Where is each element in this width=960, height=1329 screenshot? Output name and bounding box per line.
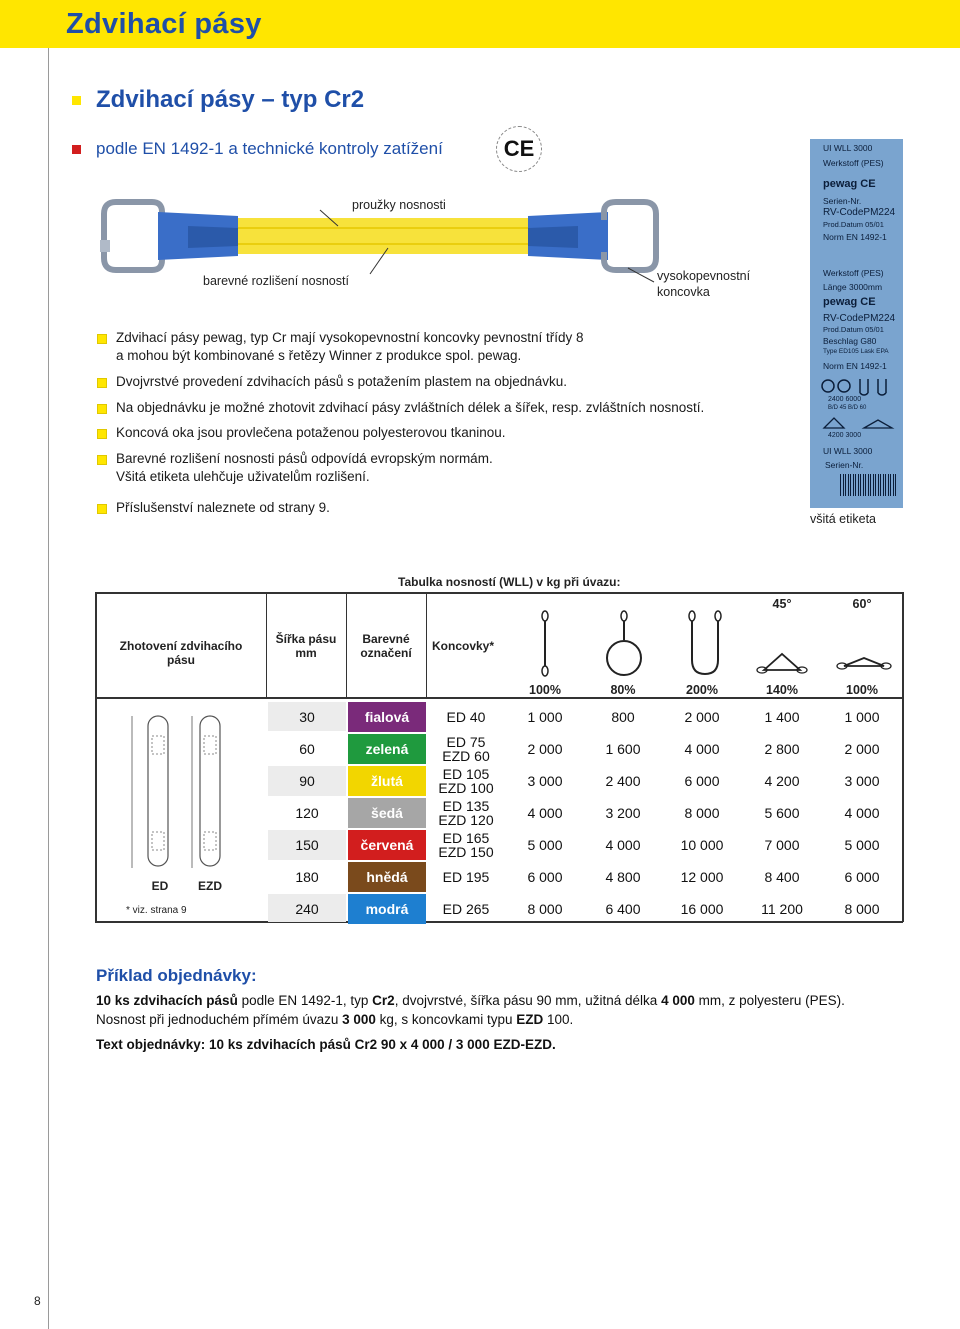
table-border	[95, 592, 97, 922]
page-title: Zdvihací pásy	[66, 8, 262, 40]
cell-wll-value: 6 000	[844, 869, 880, 885]
red-square-icon	[72, 145, 81, 154]
bullet-square-icon	[97, 429, 107, 439]
cell-wll-value: 8 000	[844, 901, 880, 917]
bullet-square-icon	[97, 455, 107, 465]
example-text: podle EN 1492-1, typ	[237, 993, 373, 1008]
bullet-text: Na objednávku je možné zhotovit zdvihací pásy zvláštních délek a šířek, resp. zvláštních nosností.	[116, 400, 705, 415]
cell-wll-value: 12 000	[680, 869, 724, 885]
cell-wll-value: 2 000	[527, 741, 563, 757]
pct-45: 140%	[766, 683, 798, 697]
example-line-1	[96, 993, 845, 1008]
example-bold: 10 ks zdvihacích pásů	[96, 993, 238, 1008]
bullet-square-icon	[97, 404, 107, 414]
col-header-color-2: označení	[360, 646, 412, 660]
tag-line: RV-CodePM224	[823, 313, 896, 324]
cell-wll-value: 8 400	[764, 869, 800, 885]
cell-fittings	[426, 798, 506, 828]
cell-wll-value: 1 000	[527, 709, 563, 725]
tag-line: Type ED105 Lask EPA	[823, 348, 889, 355]
tag-line: UI WLL 3000	[823, 446, 873, 456]
cell-wll-value: 4 000	[844, 805, 880, 821]
bullet-text: Koncová oka jsou provlečena potaženou polyesterovou tkaninou.	[116, 425, 506, 440]
fitting-ezd: EZD 150	[438, 844, 494, 860]
yellow-square-icon	[72, 96, 81, 105]
cell-fittings	[426, 702, 506, 732]
tag-line: Werkstoff (PES)	[823, 158, 884, 168]
fitting-ezd: EZD 60	[442, 748, 490, 764]
cell-wll-value: 3 200	[605, 805, 641, 821]
fitting-ed: ED 40	[446, 709, 486, 725]
pct-60: 100%	[846, 683, 878, 697]
col-header-make: Zhotovení zdvihacího pásu	[119, 639, 243, 667]
tag-line: Länge 3000mm	[823, 282, 883, 292]
tag-line: Serien-Nr.	[825, 460, 864, 470]
caption-stripes: proužky nosnosti	[352, 198, 446, 212]
caption-tag: všitá etiketa	[810, 512, 877, 526]
pct-choke: 80%	[610, 683, 636, 697]
bullet-text: Zdvihací pásy pewag, typ Cr mají vysokopevnostní koncovky pevnostní třídy 8	[116, 330, 584, 345]
bullet-text: a mohou být kombinované s řetězy Winner z produkce spol. pewag.	[116, 348, 522, 363]
example-bold: EZD	[516, 1012, 544, 1027]
cell-wll-value: 6 000	[684, 773, 720, 789]
bullet-square-icon	[97, 504, 107, 514]
cell-fittings	[426, 766, 506, 796]
cell-wll-value: 2 000	[684, 709, 720, 725]
example-bold: 3 000	[342, 1012, 376, 1027]
cell-wll-value: 6 400	[605, 901, 641, 917]
example-text: 100.	[543, 1012, 574, 1027]
example-bold: 4 000	[661, 993, 695, 1008]
table-border	[426, 592, 427, 698]
col-header-width-unit: mm	[295, 646, 317, 660]
bullet-square-icon	[97, 378, 107, 388]
footnote: * viz. strana 9	[126, 905, 187, 916]
color-code-cell: fialová	[348, 702, 426, 732]
tag-line: Norm EN 1492-1	[823, 361, 887, 371]
example-text: , dvojvrstvé, šířka pásu 90 mm, užitná délka	[394, 993, 662, 1008]
cell-width: 60	[299, 741, 315, 757]
example-bold: Cr2	[372, 993, 395, 1008]
example-line-2	[96, 1012, 573, 1027]
basket-60-icon	[837, 658, 891, 669]
fitting-ed: ED 75	[446, 734, 486, 750]
cell-wll-value: 6 000	[527, 869, 563, 885]
color-code-cell: žlutá	[348, 766, 426, 796]
ed-ezd-fitting-illustration	[120, 708, 240, 888]
example-text: kg, s koncovkami typu	[375, 1012, 517, 1027]
cell-wll-value: 4 000	[684, 741, 720, 757]
ezd-label: EZD	[198, 879, 222, 893]
cell-wll-value: 11 200	[761, 901, 803, 917]
cell-wll-value: 1 600	[605, 741, 641, 757]
bullet-text: Dvojvrstvé provedení zdvihacích pásů s potažením plastem na objednávku.	[116, 374, 567, 389]
cell-fittings	[426, 894, 506, 924]
caption-fitting-2: koncovka	[657, 285, 710, 299]
bullet-square-icon	[97, 334, 107, 344]
fitting-ed: ED 195	[442, 869, 490, 885]
cell-width: 120	[295, 805, 319, 821]
example-text: mm, z polyesteru (PES).	[694, 993, 845, 1008]
color-code-cell: červená	[348, 830, 426, 860]
cell-wll-value: 1 400	[764, 709, 800, 725]
cell-width: 240	[295, 901, 319, 917]
color-code-cell: hnědá	[348, 862, 426, 892]
fitting-ed: ED 135	[442, 798, 490, 814]
col-header-color: Barevné	[362, 632, 410, 646]
cell-wll-value: 1 000	[844, 709, 880, 725]
choke-sling-icon	[607, 611, 641, 675]
cell-width: 30	[299, 709, 315, 725]
cell-fittings	[426, 734, 506, 764]
tag-line: UI WLL 3000	[823, 143, 873, 153]
example-title: Příklad objednávky:	[96, 966, 257, 985]
pct-basket: 200%	[686, 683, 718, 697]
cell-wll-value: 5 000	[844, 837, 880, 853]
fitting-ezd: EZD 100	[438, 780, 494, 796]
tag-line: B/D 45 B/D 60	[828, 405, 867, 411]
norm-subtitle: podle EN 1492-1 a technické kontroly zatížení	[96, 139, 443, 158]
cell-wll-value: 5 600	[764, 805, 800, 821]
table-caption: Tabulka nosností (WLL) v kg při úvazu:	[398, 575, 621, 589]
cell-wll-value: 16 000	[680, 901, 724, 917]
col-header-width: Šířka pásu	[275, 632, 337, 646]
section-title: Zdvihací pásy – typ Cr2	[96, 86, 365, 113]
example-order-text: Text objednávky: 10 ks zdvihacích pásů Cr2 90 x 4 000 / 3 000 EZD-EZD.	[96, 1037, 556, 1052]
bullet-text: Příslušenství naleznete od strany 9.	[116, 500, 330, 515]
tag-line: pewag CE	[823, 296, 876, 308]
table-border	[95, 592, 903, 594]
cell-wll-value: 10 000	[680, 837, 724, 853]
bullet-text: Barevné rozlišení nosnosti pásů odpovídá evropským normám.	[116, 451, 493, 466]
page-number: 8	[34, 1294, 41, 1308]
tag-line: Norm EN 1492-1	[823, 232, 887, 242]
col-header-fittings: Koncovky*	[432, 639, 495, 653]
cell-wll-value: 800	[611, 709, 635, 725]
cell-wll-value: 7 000	[764, 837, 800, 853]
table-border	[902, 592, 904, 922]
angle-60-label: 60°	[852, 597, 872, 611]
cell-wll-value: 2 400	[605, 773, 641, 789]
tag-line: 2400 6000	[828, 396, 862, 403]
tag-line: RV-CodePM224	[823, 207, 896, 218]
tag-line: Werkstoff (PES)	[823, 268, 884, 278]
table-border	[95, 697, 903, 699]
basket-sling-icon	[689, 611, 721, 674]
cell-wll-value: 3 000	[844, 773, 880, 789]
tag-line: pewag CE	[823, 178, 876, 190]
cell-wll-value: 2 800	[764, 741, 800, 757]
cell-wll-value: 8 000	[527, 901, 563, 917]
fitting-ed: ED 105	[442, 766, 490, 782]
tag-line: Beschlag G80	[823, 336, 877, 346]
fitting-ed: ED 165	[442, 830, 490, 846]
basket-45-icon	[757, 654, 807, 673]
angle-45-label: 45°	[772, 597, 792, 611]
cell-wll-value: 5 000	[527, 837, 563, 853]
barcode-icon	[840, 474, 896, 496]
ce-mark-icon	[496, 126, 542, 172]
left-margin-rule	[48, 48, 49, 1329]
ed-label: ED	[151, 879, 169, 893]
bullet-text: Všitá etiketa ulehčuje uživatelům rozlišení.	[116, 469, 370, 484]
fitting-ed: ED 265	[442, 901, 490, 917]
example-text: Nosnost při jednoduchém přímém úvazu	[96, 1012, 343, 1027]
pct-straight: 100%	[529, 683, 561, 697]
tag-line: Prod.Datum 05/01	[823, 325, 884, 334]
caption-fitting-1: vysokopevnostní	[657, 269, 751, 283]
caption-color-code: barevné rozlišení nosností	[203, 274, 349, 288]
color-code-cell: modrá	[348, 894, 426, 924]
tag-line: Prod.Datum 05/01	[823, 220, 884, 229]
cell-fittings	[426, 862, 506, 892]
sling-config-icons	[506, 610, 902, 680]
cell-width: 90	[299, 773, 315, 789]
cell-wll-value: 3 000	[527, 773, 563, 789]
color-code-cell: šedá	[348, 798, 426, 828]
straight-sling-icon	[542, 611, 548, 676]
tag-angle-icons	[820, 414, 896, 430]
cell-wll-value: 4 000	[605, 837, 641, 853]
tag-line: Serien-Nr.	[823, 196, 862, 206]
tag-sling-icons	[820, 375, 896, 397]
cell-wll-value: 2 000	[844, 741, 880, 757]
cell-wll-value: 8 000	[684, 805, 720, 821]
cell-wll-value: 4 200	[764, 773, 800, 789]
cell-width: 180	[295, 869, 319, 885]
ce-mark-text: CE	[503, 136, 535, 161]
cell-width: 150	[295, 837, 319, 853]
cell-wll-value: 4 800	[605, 869, 641, 885]
cell-fittings	[426, 830, 506, 860]
tag-line: 4200 3000	[828, 432, 862, 439]
color-code-cell: zelená	[348, 734, 426, 764]
fitting-ezd: EZD 120	[438, 812, 494, 828]
cell-wll-value: 4 000	[527, 805, 563, 821]
